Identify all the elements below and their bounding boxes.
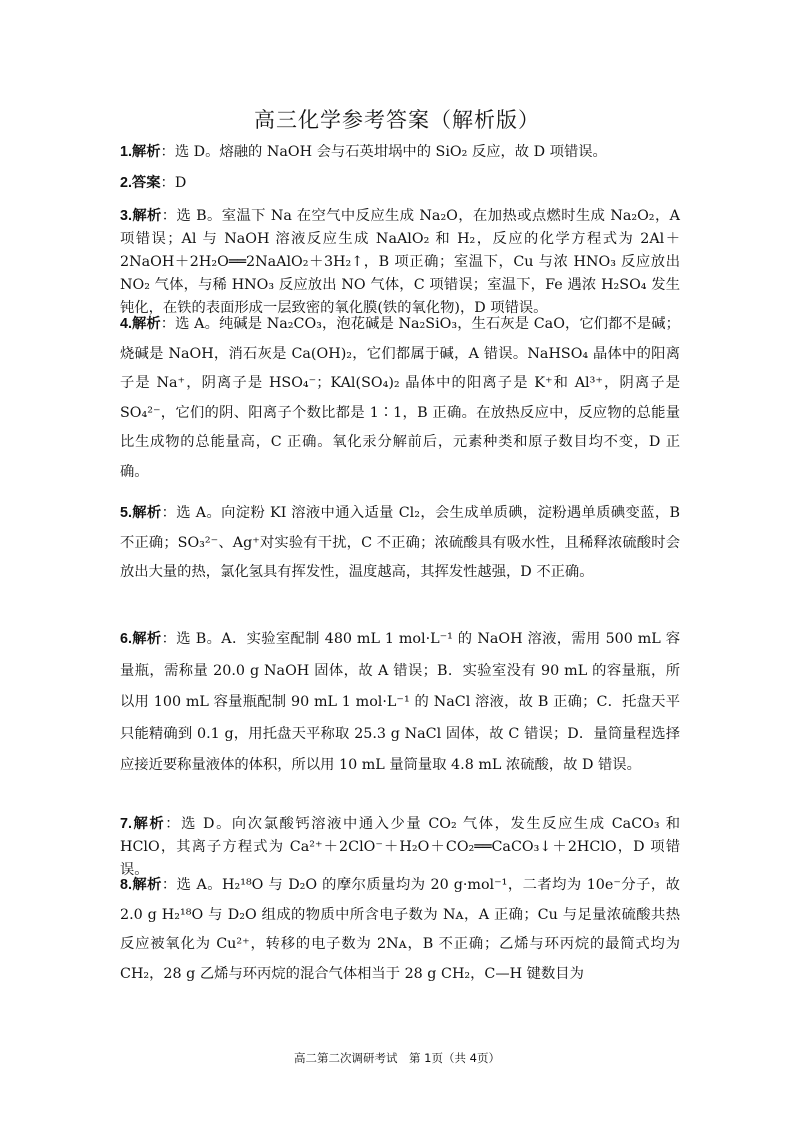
answer-text: ：D (160, 175, 187, 191)
page-footer: 高二第二次调研考试 第 1页（共 4页） (294, 1051, 500, 1065)
answer-1 (120, 141, 680, 164)
answer-5 (120, 499, 680, 588)
answer-label: 8.解析 (120, 877, 162, 893)
answer-label: 5.解析 (120, 505, 162, 521)
answer-label: 7.解析 (120, 816, 166, 832)
answer-3 (120, 205, 680, 320)
answer-label: 6.解析 (120, 631, 162, 647)
answer-label: 1.解析 (120, 144, 161, 160)
answer-text: ：选 D。向次氯酸钙溶液中通入少量 CO₂ 气体，发生反应生成 CaCO₃ 和 HClO，其离子方程式为 Ca²⁺＋2ClO⁻＋H₂O＋CO₂══CaCO₃↓＋2HClO，D 项错误。 (120, 816, 680, 878)
answer-8 (120, 871, 680, 989)
page-title: 高三化学参考答案（解析版） (254, 108, 540, 132)
answer-label: 2.答案 (120, 175, 161, 191)
answer-text: ：选 A。向淀粉 KI 溶液中通入适量 Cl₂，会生成单质碘，淀粉遇单质碘变蓝，B 不正确；SO₃²⁻、Ag⁺对实验有干扰，C 不正确；浓硫酸具有吸水性，且稀释浓硫酸时会放出大量的热，氯化氢具有挥发性，温度越高，其挥发性越强，D 不正确。 (120, 505, 680, 580)
answer-label: 3.解析 (120, 208, 162, 224)
answer-2 (120, 172, 680, 195)
answer-text: ：选 B。室温下 Na 在空气中反应生成 Na₂O，在加热或点燃时生成 Na₂O₂，A 项错误；Al 与 NaOH 溶液反应生成 NaAlO₂ 和 H₂，反应的化学方程式为 2Al＋2NaOH＋2H₂O══2NaAlO₂＋3H₂↑，B 项正确；室温下，Cu 与浓 HNO₃ 反应放出 NO₂ 气体，与稀 HNO₃ 反应放出 NO 气体，C 项错误；室温下，Fe 遇浓 H₂SO₄ 发生钝化，在铁的表面形成一层致密的氧化膜(铁的氧化物)，D 项错误。 (120, 208, 680, 316)
answer-text: ：选 D。熔融的 NaOH 会与石英坩埚中的 SiO₂ 反应，故 D 项错误。 (160, 144, 607, 160)
answer-6 (120, 624, 680, 782)
answer-text: ：选 A。H₂¹⁸O 与 D₂O 的摩尔质量均为 20 g·mol⁻¹，二者均为 10e⁻分子，故 2.0 g H₂¹⁸O 与 D₂O 组成的物质中所含电子数为 Nᴀ，A 正确；Cu 与足量浓硫酸共热反应被氧化为 Cu²⁺，转移的电子数为 2Nᴀ，B 不正确；乙烯与环丙烷的最简式均为 CH₂，28 g 乙烯与环丙烷的混合气体相当于 28 g CH₂，C—H 键数目为 (120, 877, 680, 982)
answer-text: ：选 A。纯碱是 Na₂CO₃，泡花碱是 Na₂SiO₃，生石灰是 CaO，它们都不是碱；烧碱是 NaOH，消石灰是 Ca(OH)₂，它们都属于碱，A 错误。NaHSO₄ 晶体中的阳离子是 Na⁺，阴离子是 HSO₄⁻；KAl(SO₄)₂ 晶体中的阳离子是 K⁺和 Al³⁺，阴离子是 SO₄²⁻，它们的阴、阳离子个数比都是 1∶1，B 正确。在放热反应中，反应物的总能量比生成物的总能量高，C 正确。氧化汞分解前后，元素种类和原子数目均不变，D 正确。 (120, 316, 680, 480)
answer-4 (120, 310, 680, 487)
answer-label: 4.解析 (120, 316, 161, 332)
answer-text: ：选 B。A．实验室配制 480 mL 1 mol·L⁻¹ 的 NaOH 溶液，需用 500 mL 容量瓶，需称量 20.0 g NaOH 固体，故 A 错误；B．实验室没有 90 mL 的容量瓶，所以用 100 mL 容量瓶配制 90 mL 1 mol·L⁻¹ 的 NaCl 溶液，故 B 正确；C．托盘天平只能精确到 0.1 g，用托盘天平称取 25.3 g NaCl 固体，故 C 错误；D．量筒量程选择应接近要称量液体的体积，所以用 10 mL 量筒量取 4.8 mL 浓硫酸，故 D 错误。 (120, 631, 680, 773)
